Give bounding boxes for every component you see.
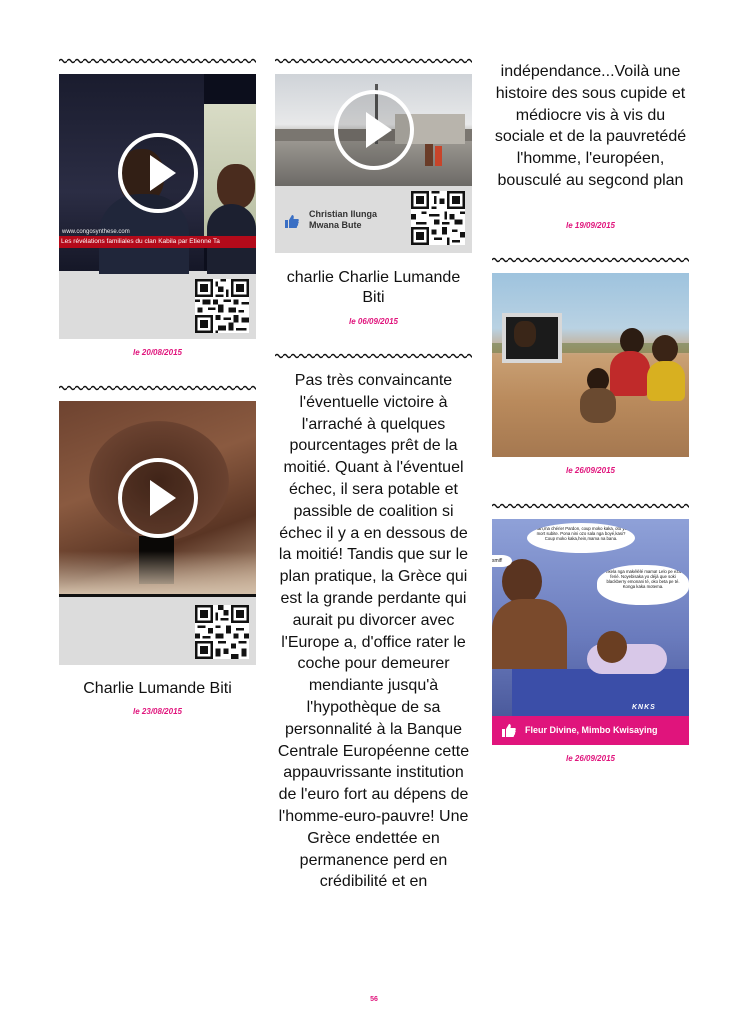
post-date: le 19/09/2015 — [566, 221, 615, 230]
article-text-continued: indépendance...Voilà une histoire des sous cupide et médiocre vis à vis du sociale et de la pauvretédé l'homme, l'européen, bousculé au segcond plan — [494, 63, 687, 189]
post-date: le 26/09/2015 — [566, 754, 615, 763]
post-author: Christian Ilunga Mwana Bute — [309, 209, 378, 230]
video-card-3[interactable] — [275, 74, 472, 253]
qr-code-icon — [195, 605, 249, 659]
video-thumbnail — [275, 74, 472, 186]
qr-code-icon — [195, 279, 249, 333]
post-date: le 23/08/2015 — [133, 707, 182, 716]
video-website: www.congosynthese.com — [62, 229, 130, 235]
qr-code-icon — [411, 191, 465, 245]
page-number: 56 — [370, 996, 378, 1003]
wavy-divider — [59, 57, 256, 65]
like-icon[interactable] — [285, 214, 299, 228]
speech-bubble: Tikela nga makélélé mama! Lelo pe eza ferié. Noyebisaka yo déjà que soki blackberry emonani té, oko beta pe té. Konga kaka motema. — [597, 565, 689, 605]
comic-post[interactable] — [492, 519, 689, 745]
post-author: Fleur Divine, Mimbo Kwisaying — [525, 725, 658, 735]
column-right — [492, 0, 689, 1024]
video-card-2[interactable] — [59, 401, 256, 665]
photo-post[interactable] — [492, 273, 689, 457]
speech-bubble: Aah,ma chérie! Pardon, coup moko kaka, oto ya mort subite. Pona nini ozo sala nga boyé,kasi? Coup moko kaka,hein,mama na bana. — [527, 523, 635, 553]
video-thumbnail — [59, 401, 256, 594]
comic-brand-logo: KNKS — [632, 704, 656, 711]
video-caption: charlie Charlie Lumande Biti — [286, 269, 461, 306]
play-icon[interactable] — [118, 133, 198, 213]
article-text: Pas très convaincante l'éventuelle victoire à l'arraché à quelques pourcentages prêt de la moitié. Quant à l'éventuel échec, il sera potable et passible de coalition si échec il y a en dessous de la moitié! Tandis que sur le plan pratique, la Grèce qui est la grande perdante qui aurait pu divorcer avec l'Europe a, d'office rater le coche pour demeurer mendiante jusqu'à l'hypothèque de sa personnalité à la Banque Centrale Européenne cette appauvrissante institution de l'euro fort au dépens de l'homme-euro-pauvre! Une Grèce endettée en permanence perd en crédibilité et en — [277, 372, 470, 891]
play-icon[interactable] — [118, 458, 198, 538]
wavy-divider — [492, 256, 689, 264]
wavy-divider — [492, 502, 689, 510]
video-ticker: Les révélations familiales du clan Kabila par Etienne Ta — [59, 236, 256, 248]
video-caption: Charlie Lumande Biti — [83, 680, 232, 697]
column-middle — [275, 0, 472, 1024]
video-thumbnail — [59, 74, 256, 271]
wavy-divider — [275, 352, 472, 360]
wavy-divider — [275, 57, 472, 65]
column-left — [59, 0, 256, 1024]
post-date: le 26/09/2015 — [566, 466, 615, 475]
speech-bubble: smif! — [492, 555, 512, 567]
wavy-divider — [59, 384, 256, 392]
like-icon[interactable] — [502, 723, 516, 737]
video-card-1[interactable] — [59, 74, 256, 339]
post-date: le 20/08/2015 — [133, 348, 182, 357]
play-icon[interactable] — [334, 90, 414, 170]
post-date: le 06/09/2015 — [349, 317, 398, 326]
